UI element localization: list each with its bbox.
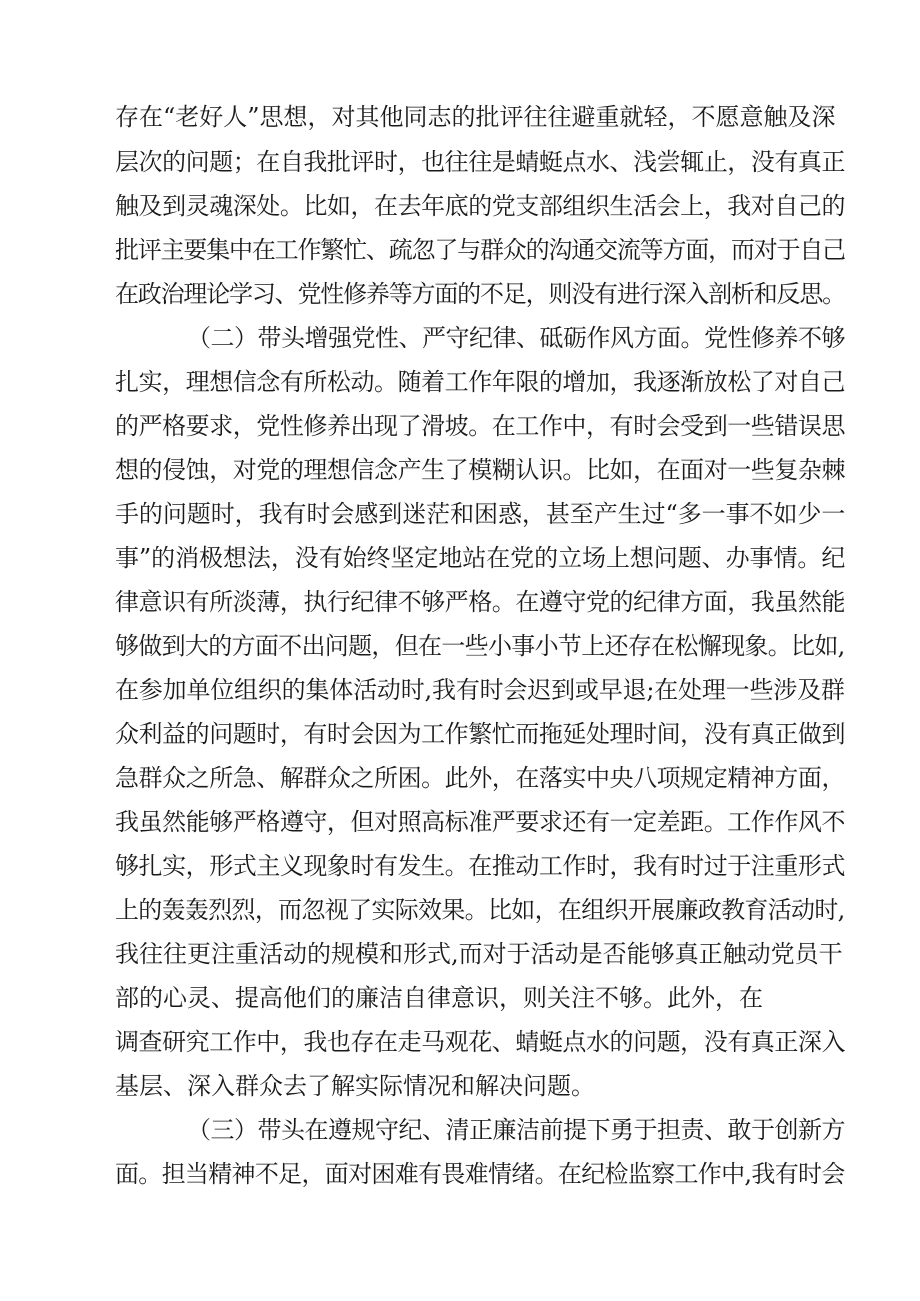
text-line: 事”的消极想法，没有始终坚定地站在党的立场上想问题、办事情。纪 [115, 544, 846, 572]
text-line: 律意识有所淡薄，执行纪律不够严格。在遵守党的纪律方面，我虽然能 [115, 588, 845, 616]
text-line: 部的心灵、提高他们的廉洁自律意识，则关注不够。此外，在 [115, 984, 763, 1012]
text-line: 的严格要求，党性修养出现了滑坡。在工作中，有时会受到一些错误思 [115, 412, 845, 440]
text-line: 上的轰轰烈烈，而忽视了实际效果。比如，在组织开展廉政教育活动时, [115, 896, 845, 924]
text-line: 众利益的问题时，有时会因为工作繁忙而拖延处理时间，没有真正做到 [115, 720, 845, 748]
text-line: 在参加单位组织的集体活动时,我有时会迟到或早退;在处理一些涉及群 [115, 676, 845, 704]
text-line: 我虽然能够严格遵守，但对照高标准严要求还有一定差距。工作作风不 [115, 808, 845, 836]
section-heading-2: （二）带头增强党性、严守纪律、砥砺作风方面。党性修养不够 [187, 324, 845, 352]
text-line: 基层、深入群众去了解实际情况和解决问题。 [115, 1072, 595, 1100]
text-line: 触及到灵魂深处。比如，在去年底的党支部组织生活会上，我对自己的 [115, 192, 845, 220]
text-line: 调查研究工作中，我也存在走马观花、蜻蜓点水的问题，没有真正深入 [115, 1028, 845, 1056]
text-line: 够做到大的方面不出问题，但在一些小事小节上还存在松懈现象。比如, [115, 632, 845, 660]
text-line: 急群众之所急、解群众之所困。此外，在落实中央八项规定精神方面， [115, 764, 845, 792]
text-line: 在政治理论学习、党性修养等方面的不足，则没有进行深入剖析和反思。 [115, 280, 845, 308]
section-heading-3: （三）带头在遵规守纪、清正廉洁前提下勇于担责、敢于创新方 [187, 1116, 845, 1144]
text-line: 想的侵蚀，对党的理想信念产生了模糊认识。比如，在面对一些复杂棘 [115, 456, 845, 484]
text-line: 面。担当精神不足，面对困难有畏难情绪。在纪检监察工作中,我有时会 [115, 1160, 845, 1188]
text-line: 手的问题时，我有时会感到迷茫和困惑，甚至产生过“多一事不如少一 [115, 500, 846, 528]
text-line: 我往往更注重活动的规模和形式,而对于活动是否能够真正触动党员干 [115, 940, 843, 968]
text-line: 存在“老好人”思想，对其他同志的批评往往避重就轻，不愿意触及深 [115, 103, 836, 131]
text-line: 够扎实，形式主义现象时有发生。在推动工作时，我有时过于注重形式 [115, 852, 845, 880]
text-line: 层次的问题；在自我批评时，也往往是蜻蜓点水、浅尝辄止，没有真正 [115, 148, 845, 176]
text-line: 扎实，理想信念有所松动。随着工作年限的增加，我逐渐放松了对自己 [115, 368, 845, 396]
text-line: 批评主要集中在工作繁忙、疏忽了与群众的沟通交流等方面，而对于自己 [115, 236, 845, 264]
